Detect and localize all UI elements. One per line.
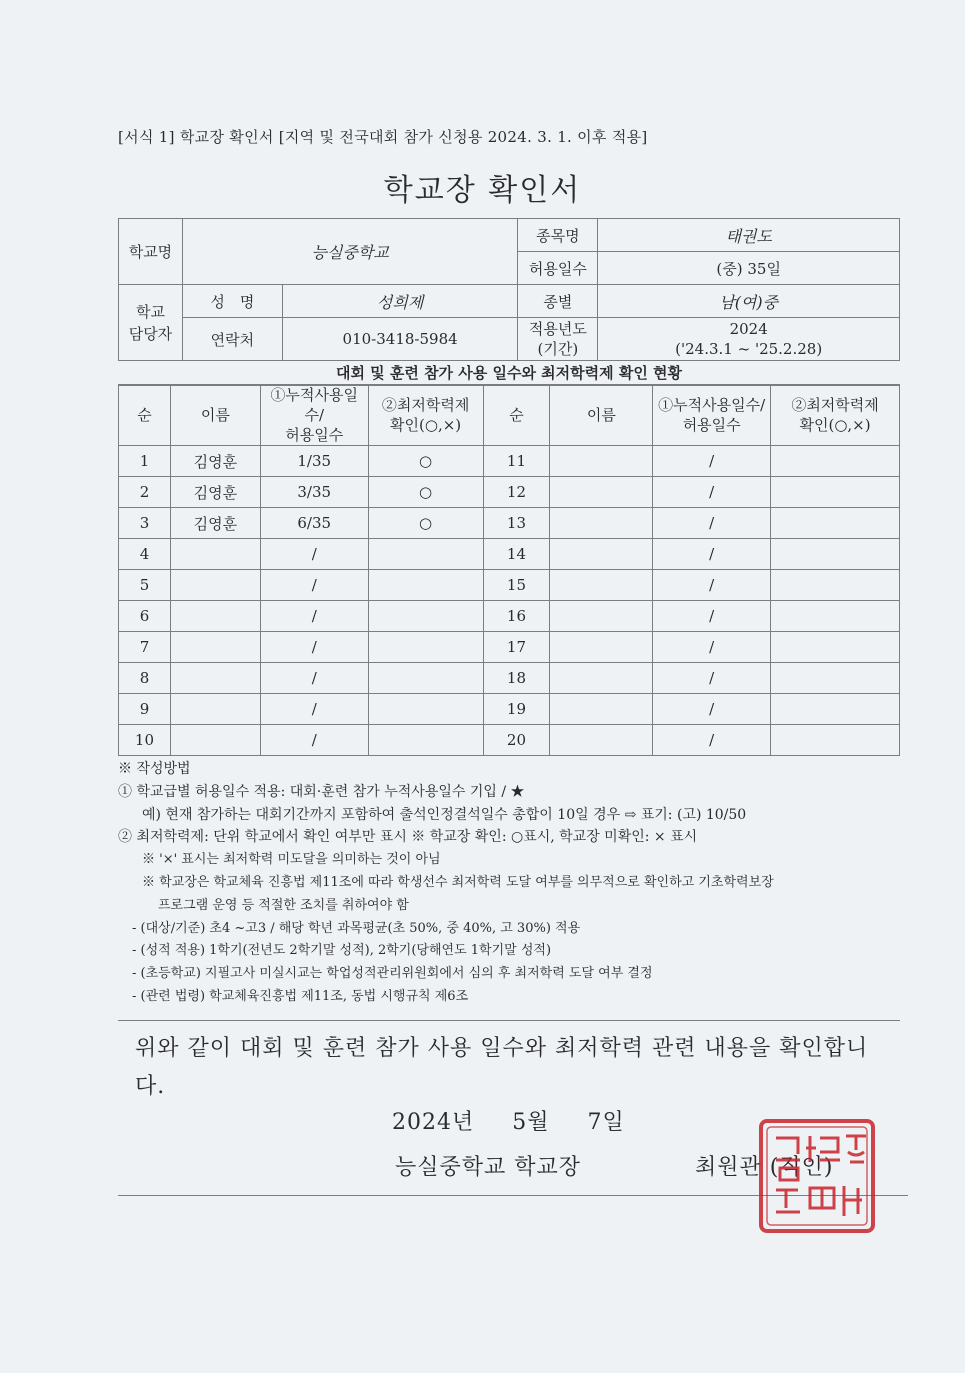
cell-check xyxy=(771,539,900,570)
confirmation-statement: 위와 같이 대회 및 훈련 참가 사용 일수와 최저학력 관련 내용을 확인합니다. xyxy=(135,1036,869,1099)
cell-name xyxy=(550,663,653,694)
cell-check xyxy=(771,632,900,663)
cell-check xyxy=(368,663,483,694)
cell-days: / xyxy=(653,694,771,725)
event-value: 태권도 xyxy=(598,219,900,252)
col-header-check: ②최저학력제 확인(○,×) xyxy=(771,385,900,446)
records-table xyxy=(118,384,900,756)
cell-days: / xyxy=(653,601,771,632)
cell-no: 12 xyxy=(483,477,550,508)
col-header-no: 순 xyxy=(483,385,550,446)
contact-value: 010-3418-5984 xyxy=(282,318,518,361)
cell-check xyxy=(368,570,483,601)
cell-name xyxy=(550,632,653,663)
cell-no: 11 xyxy=(483,446,550,477)
cell-no: 7 xyxy=(119,632,171,663)
cell-check xyxy=(368,725,483,756)
cell-days: / xyxy=(260,725,368,756)
table-row xyxy=(119,663,900,694)
cell-days: / xyxy=(260,694,368,725)
cell-days: / xyxy=(653,508,771,539)
cell-no: 13 xyxy=(483,508,550,539)
cell-name xyxy=(550,725,653,756)
cell-days: 1/35 xyxy=(260,446,368,477)
table-row xyxy=(119,632,900,663)
note-item: 프로그램 운영 등 적절한 조치를 취하여야 함 xyxy=(158,897,409,913)
cell-name xyxy=(550,446,653,477)
table-row xyxy=(119,477,900,508)
notes-title: ※ 작성방법 xyxy=(118,761,191,777)
cell-days: / xyxy=(653,725,771,756)
cell-days: / xyxy=(653,477,771,508)
cell-days: / xyxy=(653,570,771,601)
date-line xyxy=(392,1105,655,1136)
table-row xyxy=(119,446,900,477)
form-header: [서식 1] 학교장 확인서 [지역 및 전국대회 참가 신청용 2024. 3. 1. 이후 적용] xyxy=(118,128,648,146)
cell-name xyxy=(550,570,653,601)
cell-days: 6/35 xyxy=(260,508,368,539)
cell-check xyxy=(368,539,483,570)
note-item: - (관련 법령) 학교체육진흥법 제11조, 동법 시행규칙 제6조 xyxy=(132,988,469,1004)
note-item: ※ '×' 표시는 최저학력 미도달을 의미하는 것이 아님 xyxy=(142,852,441,868)
cell-check xyxy=(771,725,900,756)
cell-no: 19 xyxy=(483,694,550,725)
cell-no: 6 xyxy=(119,601,171,632)
cell-days: / xyxy=(260,601,368,632)
date-year: 2024년 xyxy=(392,1110,475,1135)
cell-no: 16 xyxy=(483,601,550,632)
col-header-check: ②최저학력제 확인(○,×) xyxy=(368,385,483,446)
cell-days: 3/35 xyxy=(260,477,368,508)
cell-days: / xyxy=(653,446,771,477)
note-item: ※ 학교장은 학교체육 진흥법 제11조에 따라 학생선수 최저학력 도달 여부를 의무적으로 확인하고 기초학력보장 xyxy=(142,874,774,890)
cell-check: ○ xyxy=(368,508,483,539)
cell-days: / xyxy=(653,539,771,570)
table-row xyxy=(119,725,900,756)
table-row xyxy=(119,539,900,570)
cell-no: 3 xyxy=(119,508,171,539)
cell-no: 4 xyxy=(119,539,171,570)
cell-name xyxy=(550,539,653,570)
cell-name xyxy=(170,539,260,570)
cell-name xyxy=(170,632,260,663)
cell-name: 김영훈 xyxy=(170,446,260,477)
cell-name xyxy=(550,694,653,725)
cell-no: 8 xyxy=(119,663,171,694)
cell-no: 14 xyxy=(483,539,550,570)
gender-value: 남(여)중 xyxy=(598,285,900,318)
section-title: 대회 및 훈련 참가 사용 일수와 최저학력제 확인 현황 xyxy=(118,360,900,386)
cell-check: ○ xyxy=(368,446,483,477)
page-title: 학교장 확인서 xyxy=(383,173,582,208)
cell-name xyxy=(550,477,653,508)
cell-check xyxy=(368,694,483,725)
cell-name xyxy=(170,663,260,694)
table-header-row xyxy=(119,385,900,446)
signer: 능실중학교 학교장 xyxy=(395,1155,582,1180)
year-period: ('24.3.1 ~ '25.2.28) xyxy=(675,340,823,358)
col-header-name: 이름 xyxy=(550,385,653,446)
date-month: 5월 xyxy=(512,1110,550,1135)
cell-check xyxy=(771,446,900,477)
note-item: 예) 현재 참가하는 대회기간까지 포함하여 출석인정결석일수 총합이 10일 경우 ⇨ 표기: (고) 10/50 xyxy=(142,806,747,823)
cell-no: 2 xyxy=(119,477,171,508)
cell-name xyxy=(550,508,653,539)
cell-name xyxy=(170,601,260,632)
cell-no: 17 xyxy=(483,632,550,663)
divider xyxy=(118,1020,900,1021)
cell-no: 1 xyxy=(119,446,171,477)
col-header-days: ①누적사용일수/ 허용일수 xyxy=(260,385,368,446)
cell-days: / xyxy=(260,539,368,570)
allowed-days-label: 허용일수 xyxy=(518,252,598,285)
year-cell xyxy=(598,318,900,361)
date-day: 7일 xyxy=(587,1110,625,1135)
cell-no: 9 xyxy=(119,694,171,725)
cell-days: / xyxy=(260,570,368,601)
principal-name: 최원관 (직인) xyxy=(695,1155,834,1180)
cell-days: / xyxy=(260,663,368,694)
year-value: 2024 xyxy=(729,320,768,338)
cell-no: 5 xyxy=(119,570,171,601)
cell-days: / xyxy=(260,632,368,663)
school-label: 학교명 xyxy=(119,219,183,285)
allowed-days-value: (중) 35일 xyxy=(598,252,900,285)
table-row xyxy=(119,570,900,601)
school-value: 능실중학교 xyxy=(182,219,518,285)
cell-name xyxy=(170,694,260,725)
cell-no: 10 xyxy=(119,725,171,756)
cell-name: 김영훈 xyxy=(170,477,260,508)
cell-name: 김영훈 xyxy=(170,508,260,539)
col-header-days: ①누적사용일수/ 허용일수 xyxy=(653,385,771,446)
cell-check xyxy=(771,508,900,539)
cell-no: 18 xyxy=(483,663,550,694)
cell-name xyxy=(550,601,653,632)
event-label: 종목명 xyxy=(518,219,598,252)
gender-label: 종별 xyxy=(518,285,598,318)
table-row xyxy=(119,694,900,725)
official-seal-stamp xyxy=(758,1118,876,1234)
contact-label: 연락처 xyxy=(182,318,282,361)
cell-check xyxy=(771,694,900,725)
cell-days: / xyxy=(653,663,771,694)
cell-days: / xyxy=(653,632,771,663)
cell-check xyxy=(368,601,483,632)
cell-check xyxy=(771,601,900,632)
cell-no: 20 xyxy=(483,725,550,756)
cell-name xyxy=(170,725,260,756)
cell-no: 15 xyxy=(483,570,550,601)
table-row xyxy=(119,508,900,539)
note-item: - (대상/기준) 초4 ~고3 / 해당 학년 과목평균(초 50%, 중 40%, 고 30%) 적용 xyxy=(132,920,581,936)
table-row xyxy=(119,601,900,632)
cell-check xyxy=(368,632,483,663)
note-item: ② 최저학력제: 단위 학교에서 확인 여부만 표시 ※ 학교장 확인: ○표시, 학교장 미확인: × 표시 xyxy=(118,829,698,846)
info-table xyxy=(118,218,900,361)
cell-check xyxy=(771,663,900,694)
year-label: 적용년도 (기간) xyxy=(518,318,598,361)
note-item: - (초등학교) 지필고사 미실시교는 학업성적관리위원회에서 심의 후 최저학력 도달 여부 결정 xyxy=(132,966,653,982)
cell-check xyxy=(771,477,900,508)
cell-name xyxy=(170,570,260,601)
note-item: - (성적 적용) 1학기(전년도 2학기말 성적), 2학기(당해연도 1학기말 성적) xyxy=(132,943,552,959)
cell-check: ○ xyxy=(368,477,483,508)
name-value: 성희제 xyxy=(282,285,518,318)
table-body xyxy=(119,446,900,756)
col-header-no: 순 xyxy=(119,385,171,446)
cell-check xyxy=(771,570,900,601)
note-item: ① 학교급별 허용일수 적용: 대회·훈련 참가 누적사용일수 기입 / ★ xyxy=(118,783,525,800)
name-label: 성 명 xyxy=(182,285,282,318)
col-header-name: 이름 xyxy=(170,385,260,446)
manager-label: 학교 담당자 xyxy=(119,285,183,361)
writing-notes xyxy=(118,758,908,1009)
